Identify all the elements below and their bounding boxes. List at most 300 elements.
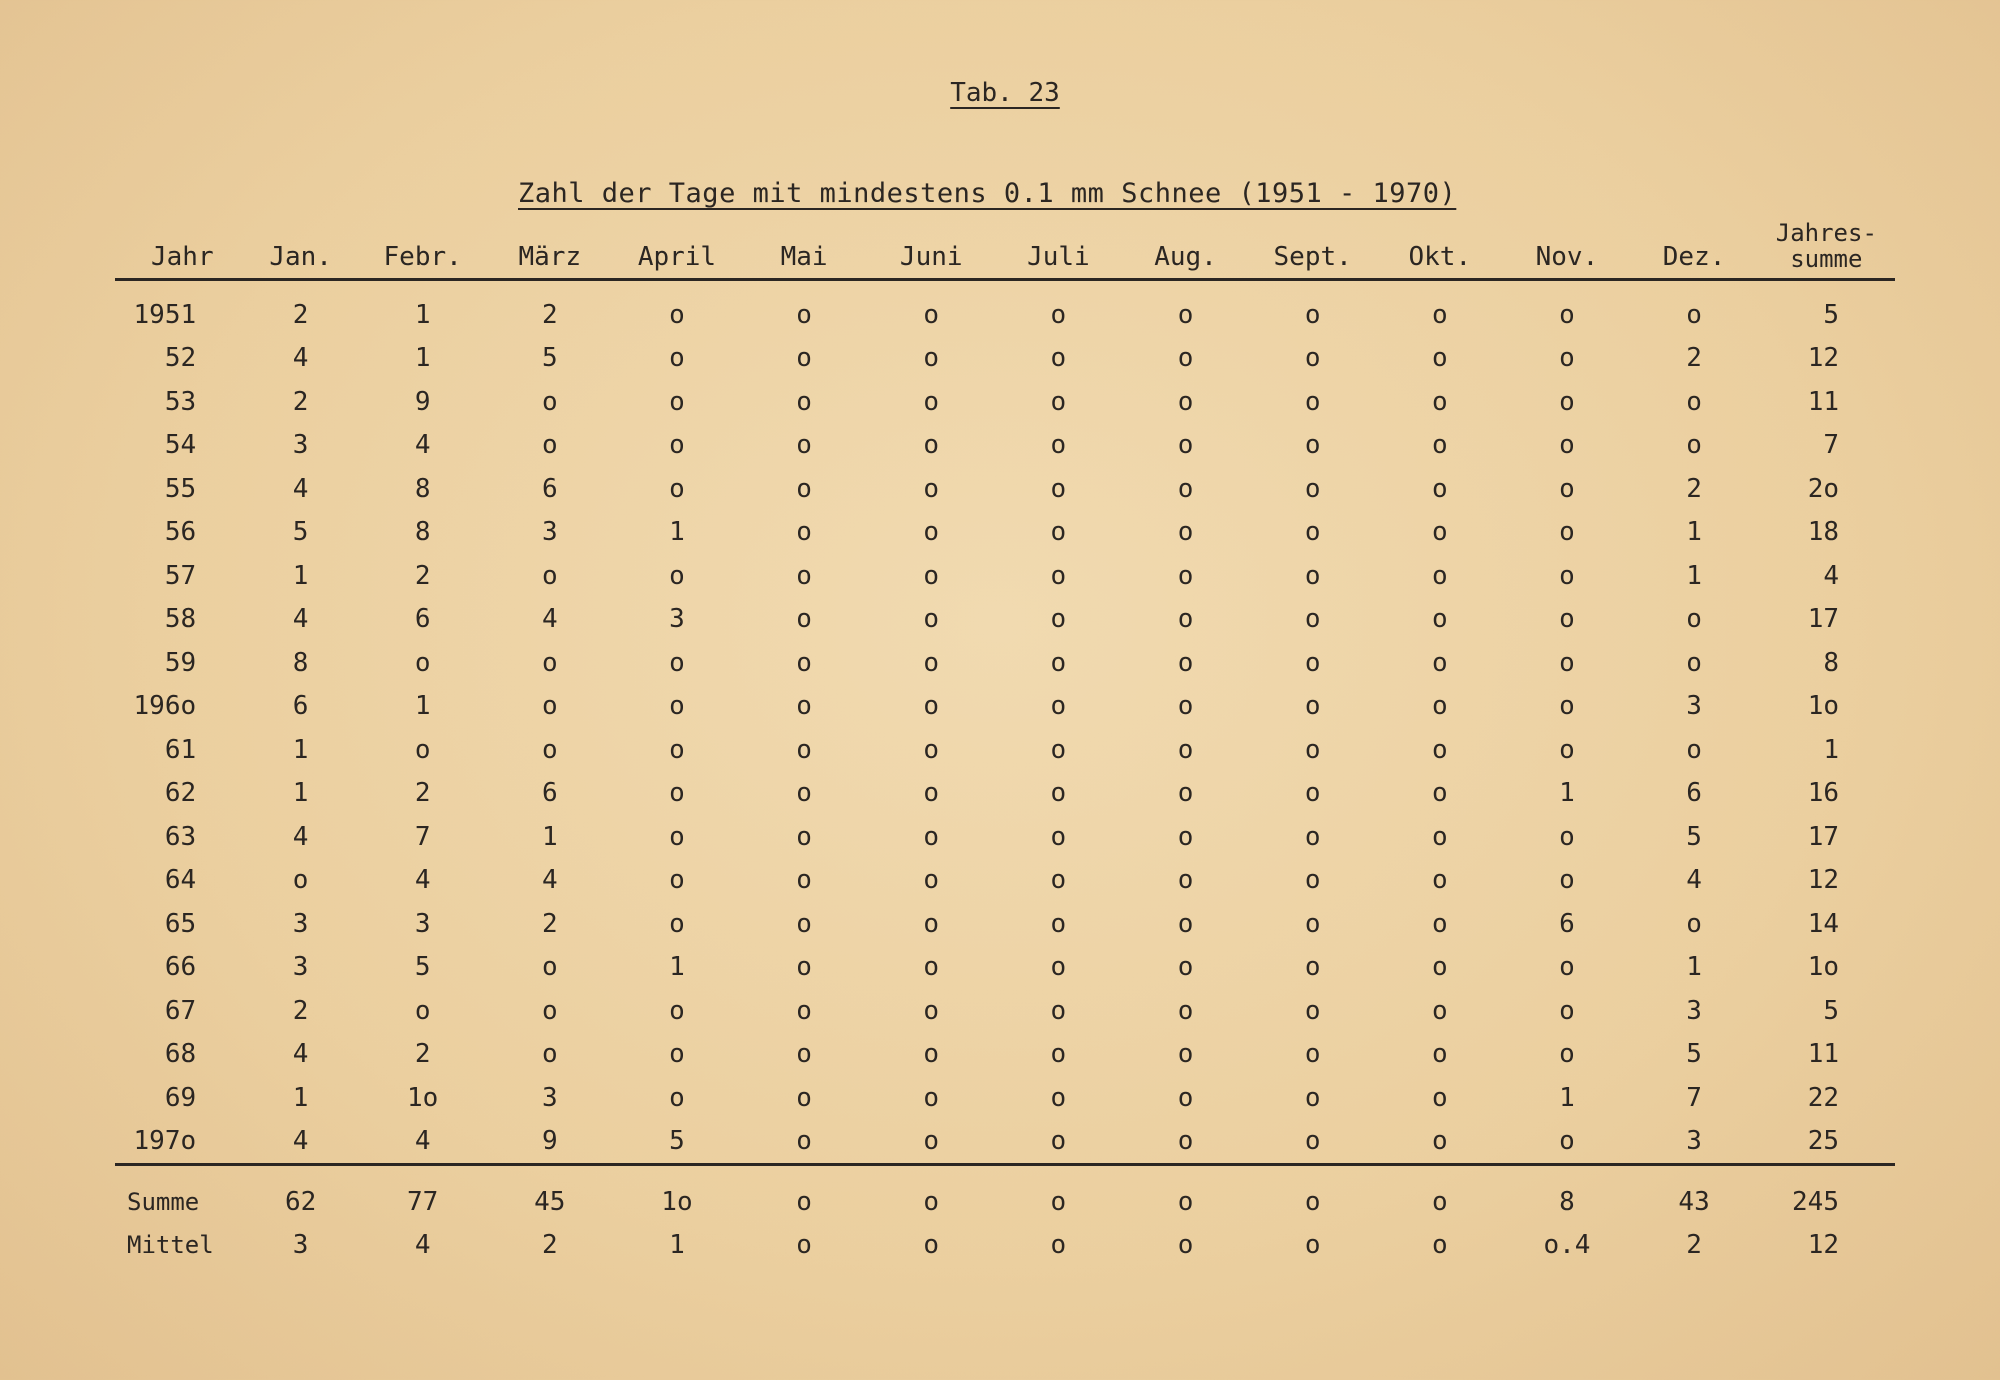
value-cell: 8 xyxy=(414,517,431,548)
value-cell: o xyxy=(414,995,431,1026)
value-cell: o xyxy=(1559,299,1575,330)
value-cell: o xyxy=(1050,821,1067,852)
value-cell: 7 xyxy=(1686,1082,1702,1113)
value-cell: o xyxy=(669,734,685,765)
value-cell: 1 xyxy=(292,560,309,591)
value-cell: o xyxy=(1304,908,1321,939)
value-cell: 12 xyxy=(1807,343,1839,374)
year-cell: 54 xyxy=(164,430,197,461)
table-caption: Zahl der Tage mit mindestens 0.1 mm Schnee (1951 - 1970) xyxy=(518,178,1457,209)
header-cell: Febr. xyxy=(359,208,486,280)
header-row xyxy=(115,208,1895,280)
value-cell: o xyxy=(923,1230,940,1261)
value-cell: o xyxy=(1304,517,1321,548)
value-cell: o xyxy=(1304,952,1321,983)
value-cell: o xyxy=(1559,691,1575,722)
value-cell: o xyxy=(1431,995,1448,1026)
table-row xyxy=(115,598,1895,642)
table-row xyxy=(115,772,1895,816)
value-cell: 2 xyxy=(414,1039,431,1070)
year-cell: 63 xyxy=(164,821,197,852)
value-cell: 1 xyxy=(414,691,431,722)
year-cell: 59 xyxy=(164,647,197,678)
value-cell: o xyxy=(1050,430,1067,461)
value-cell: o xyxy=(1177,343,1194,374)
value-cell: o xyxy=(1431,1039,1448,1070)
year-cell: 65 xyxy=(164,908,197,939)
value-cell: o xyxy=(1177,691,1194,722)
value-cell: 1 xyxy=(414,343,431,374)
value-cell: 7 xyxy=(1823,430,1839,461)
value-cell: o xyxy=(796,865,812,896)
value-cell: o xyxy=(1050,1230,1067,1261)
value-cell: o xyxy=(1686,647,1702,678)
value-cell: 8 xyxy=(292,647,309,678)
value-cell: o xyxy=(1050,560,1067,591)
value-cell: o xyxy=(1177,1082,1194,1113)
value-cell: 4 xyxy=(414,430,431,461)
value-cell: 1 xyxy=(1686,517,1702,548)
value-cell: 2 xyxy=(292,299,309,330)
row-label: Summe xyxy=(115,1165,242,1224)
value-cell: 1o xyxy=(1807,952,1839,983)
value-cell: o xyxy=(1559,560,1575,591)
header-cell: April xyxy=(613,208,740,280)
value-cell: o xyxy=(1431,386,1448,417)
value-cell: o xyxy=(1177,560,1194,591)
value-cell: 9 xyxy=(414,386,431,417)
value-cell: o xyxy=(1304,1039,1321,1070)
value-cell: o xyxy=(1177,473,1194,504)
value-cell: o xyxy=(414,647,431,678)
value-cell: o xyxy=(1050,647,1067,678)
value-cell: 4 xyxy=(292,473,309,504)
value-cell: o xyxy=(669,560,685,591)
table-row xyxy=(115,641,1895,685)
table-row xyxy=(115,554,1895,598)
value-cell: o xyxy=(541,691,558,722)
value-cell: 3 xyxy=(1686,1126,1702,1157)
value-cell: o xyxy=(669,1039,685,1070)
value-cell: o xyxy=(1304,299,1321,330)
value-cell: 8 xyxy=(414,473,431,504)
value-cell: 12 xyxy=(1807,1230,1839,1261)
value-cell: 17 xyxy=(1807,604,1839,635)
value-cell: o xyxy=(541,560,558,591)
value-cell: o xyxy=(796,604,812,635)
table-row xyxy=(115,511,1895,555)
value-cell: o xyxy=(741,1165,868,1224)
value-cell: 2 xyxy=(541,908,558,939)
year-cell: 68 xyxy=(164,1039,197,1070)
table-row xyxy=(115,902,1895,946)
snow-days-table xyxy=(115,208,1895,1267)
value-cell: o xyxy=(1304,343,1321,374)
value-cell: o xyxy=(541,386,558,417)
value-cell: 1 xyxy=(669,952,685,983)
year-cell: 197o xyxy=(133,1126,197,1157)
year-cell: 56 xyxy=(164,517,197,548)
value-cell: o xyxy=(1304,691,1321,722)
value-cell: o xyxy=(796,1230,812,1261)
value-cell: o xyxy=(1559,734,1575,765)
value-cell: o xyxy=(292,865,309,896)
value-cell: o xyxy=(923,778,940,809)
value-cell: o xyxy=(796,386,812,417)
header-cell: Okt. xyxy=(1376,208,1503,280)
value-cell: 18 xyxy=(1807,517,1839,548)
value-cell: o xyxy=(669,821,685,852)
value-cell: o xyxy=(541,430,558,461)
value-cell: o xyxy=(796,734,812,765)
value-cell: 6 xyxy=(541,473,558,504)
value-cell: 3 xyxy=(292,430,309,461)
value-cell: o xyxy=(1177,865,1194,896)
value-cell: o xyxy=(1177,647,1194,678)
value-cell: 11 xyxy=(1807,386,1839,417)
value-cell: o xyxy=(1431,1230,1448,1261)
value-cell: 1 xyxy=(292,778,309,809)
value-cell: o xyxy=(1177,734,1194,765)
value-cell: o xyxy=(1304,865,1321,896)
value-cell: o xyxy=(1376,1165,1503,1224)
value-cell: 8 xyxy=(1503,1165,1630,1224)
value-cell: o xyxy=(1177,1039,1194,1070)
value-cell: o xyxy=(1431,299,1448,330)
value-cell: o xyxy=(923,604,940,635)
header-cell: Juni xyxy=(868,208,995,280)
header-cell: Jahr xyxy=(115,208,242,280)
value-cell: o xyxy=(1431,1082,1448,1113)
value-cell: o xyxy=(923,952,940,983)
table-row xyxy=(115,280,1895,337)
value-cell: 2 xyxy=(414,560,431,591)
value-cell: 1 xyxy=(1823,734,1839,765)
page-title: Tab. 23 xyxy=(950,78,1060,108)
value-cell: o xyxy=(669,430,685,461)
value-cell: 5 xyxy=(414,952,431,983)
value-cell: o xyxy=(796,1039,812,1070)
value-cell: 3 xyxy=(1686,995,1702,1026)
value-cell: o xyxy=(1559,473,1575,504)
value-cell: o xyxy=(1304,734,1321,765)
value-cell: o xyxy=(796,473,812,504)
value-cell: o xyxy=(1304,1082,1321,1113)
table-row xyxy=(115,424,1895,468)
table-row xyxy=(115,859,1895,903)
table-row xyxy=(115,989,1895,1033)
value-cell: o xyxy=(923,1082,940,1113)
value-cell: o xyxy=(796,995,812,1026)
value-cell: o xyxy=(1686,604,1702,635)
table-row xyxy=(115,1120,1895,1165)
value-cell: o xyxy=(923,647,940,678)
value-cell: 1 xyxy=(1686,952,1702,983)
value-cell: o xyxy=(1431,473,1448,504)
value-cell: 1 xyxy=(1686,560,1702,591)
value-cell: o.4 xyxy=(1543,1230,1591,1261)
value-cell: o xyxy=(1559,386,1575,417)
value-cell: 1 xyxy=(292,1082,309,1113)
value-cell: o xyxy=(1431,908,1448,939)
value-cell: o xyxy=(1559,865,1575,896)
value-cell: 2 xyxy=(292,386,309,417)
value-cell: o xyxy=(1304,1230,1321,1261)
header-cell: Jan. xyxy=(242,208,359,280)
value-cell: 4 xyxy=(1686,865,1702,896)
value-cell: o xyxy=(1686,908,1702,939)
value-cell: o xyxy=(414,734,431,765)
year-cell: 66 xyxy=(164,952,197,983)
value-cell: 6 xyxy=(1559,908,1575,939)
value-cell: o xyxy=(923,691,940,722)
value-cell: o xyxy=(1177,1230,1194,1261)
header-cell: Dez. xyxy=(1631,208,1758,280)
value-cell: o xyxy=(1050,1039,1067,1070)
value-cell: o xyxy=(1431,343,1448,374)
value-cell: 6 xyxy=(541,778,558,809)
year-cell: 52 xyxy=(164,343,197,374)
value-cell: o xyxy=(669,299,685,330)
value-cell: o xyxy=(1559,430,1575,461)
value-cell: o xyxy=(1304,995,1321,1026)
value-cell: o xyxy=(923,299,940,330)
header-cell: Mai xyxy=(741,208,868,280)
value-cell: o xyxy=(669,343,685,374)
value-cell: o xyxy=(923,386,940,417)
header-cell: Aug. xyxy=(1122,208,1249,280)
value-cell: o xyxy=(1431,647,1448,678)
value-cell: o xyxy=(796,908,812,939)
value-cell: o xyxy=(796,691,812,722)
year-cell: 64 xyxy=(164,865,197,896)
value-cell: o xyxy=(669,473,685,504)
year-cell: 53 xyxy=(164,386,197,417)
value-cell: 3 xyxy=(669,604,685,635)
summary-row xyxy=(115,1224,1895,1268)
value-cell: o xyxy=(1686,430,1702,461)
value-cell: 4 xyxy=(292,604,309,635)
value-cell: 14 xyxy=(1807,908,1839,939)
year-cell: 57 xyxy=(164,560,197,591)
year-cell: 62 xyxy=(164,778,197,809)
table-row xyxy=(115,467,1895,511)
value-cell: o xyxy=(923,1126,940,1157)
value-cell: o xyxy=(1304,560,1321,591)
value-cell: o xyxy=(1177,386,1194,417)
value-cell: o xyxy=(1559,343,1575,374)
value-cell: o xyxy=(1177,952,1194,983)
value-cell: 1o xyxy=(407,1082,439,1113)
value-cell: o xyxy=(1050,691,1067,722)
value-cell: o xyxy=(541,995,558,1026)
value-cell: o xyxy=(669,647,685,678)
table-row xyxy=(115,1076,1895,1120)
value-cell: 4 xyxy=(414,865,431,896)
value-cell: o xyxy=(1249,1165,1376,1224)
value-cell: 5 xyxy=(1823,299,1839,330)
value-cell: 3 xyxy=(414,908,431,939)
header-sum-line-2: summe xyxy=(1790,245,1863,273)
value-cell: o xyxy=(1050,299,1067,330)
value-cell: 5 xyxy=(669,1126,685,1157)
value-cell: 1 xyxy=(292,734,309,765)
value-cell: 1 xyxy=(414,299,431,330)
header-sum-line-1: Jahres- xyxy=(1775,219,1877,247)
value-cell: 1 xyxy=(1559,1082,1575,1113)
header-cell: Juli xyxy=(995,208,1122,280)
value-cell: 12 xyxy=(1807,865,1839,896)
value-cell: o xyxy=(1431,560,1448,591)
value-cell: 8 xyxy=(1823,647,1839,678)
summary-row xyxy=(115,1165,1895,1224)
value-cell: 4 xyxy=(541,865,558,896)
value-cell: o xyxy=(1559,1126,1575,1157)
value-cell: o xyxy=(796,299,812,330)
value-cell: o xyxy=(796,1082,812,1113)
value-cell: o xyxy=(923,995,940,1026)
value-cell: o xyxy=(1050,734,1067,765)
value-cell: o xyxy=(1559,604,1575,635)
value-cell: 1 xyxy=(1559,778,1575,809)
value-cell: 5 xyxy=(541,343,558,374)
year-cell: 69 xyxy=(164,1082,197,1113)
value-cell: 1 xyxy=(669,517,685,548)
value-cell: 4 xyxy=(292,821,309,852)
value-cell: o xyxy=(923,1039,940,1070)
value-cell: o xyxy=(923,560,940,591)
value-cell: o xyxy=(1431,1126,1448,1157)
value-cell: o xyxy=(541,647,558,678)
year-cell: 55 xyxy=(164,473,197,504)
value-cell: 4 xyxy=(292,343,309,374)
value-cell: o xyxy=(1177,778,1194,809)
value-cell: 5 xyxy=(1686,1039,1702,1070)
value-cell: o xyxy=(1686,386,1702,417)
value-cell: o xyxy=(1431,865,1448,896)
value-cell: 6 xyxy=(292,691,309,722)
value-cell: o xyxy=(1304,386,1321,417)
value-cell: o xyxy=(1431,517,1448,548)
value-cell: 2 xyxy=(292,995,309,1026)
value-cell: 5 xyxy=(1686,821,1702,852)
value-cell: 1 xyxy=(669,1230,685,1261)
value-cell: o xyxy=(1177,517,1194,548)
value-cell: o xyxy=(995,1165,1122,1224)
value-cell: 2 xyxy=(414,778,431,809)
value-cell: o xyxy=(923,430,940,461)
value-cell: o xyxy=(796,1126,812,1157)
value-cell: o xyxy=(923,734,940,765)
value-cell: o xyxy=(1050,473,1067,504)
value-cell: 2 xyxy=(1686,343,1702,374)
year-cell: 67 xyxy=(164,995,197,1026)
value-cell: o xyxy=(796,430,812,461)
year-cell: 1951 xyxy=(133,299,197,330)
value-cell: o xyxy=(796,647,812,678)
value-cell: o xyxy=(669,1082,685,1113)
value-cell: o xyxy=(541,952,558,983)
value-cell: o xyxy=(1304,604,1321,635)
value-cell: o xyxy=(669,691,685,722)
value-cell: 9 xyxy=(541,1126,558,1157)
value-cell: o xyxy=(1304,1126,1321,1157)
value-cell: 3 xyxy=(292,908,309,939)
value-cell: o xyxy=(1177,604,1194,635)
value-cell: 1o xyxy=(1807,691,1839,722)
table-row xyxy=(115,380,1895,424)
value-cell: o xyxy=(923,517,940,548)
value-cell: o xyxy=(1050,865,1067,896)
value-cell: o xyxy=(541,1039,558,1070)
value-cell: o xyxy=(1304,430,1321,461)
value-cell: o xyxy=(541,734,558,765)
value-cell: o xyxy=(1177,821,1194,852)
value-cell: o xyxy=(796,560,812,591)
value-cell: o xyxy=(1304,473,1321,504)
table-row xyxy=(115,685,1895,729)
value-cell: o xyxy=(923,343,940,374)
value-cell: 7 xyxy=(414,821,431,852)
row-label: Mittel xyxy=(127,1231,214,1260)
value-cell: o xyxy=(1686,734,1702,765)
value-cell: o xyxy=(669,908,685,939)
value-cell: 16 xyxy=(1807,778,1839,809)
value-cell: o xyxy=(1559,952,1575,983)
value-cell: o xyxy=(796,821,812,852)
value-cell: 2o xyxy=(1807,473,1839,504)
table-row xyxy=(115,815,1895,859)
header-cell-annual-sum xyxy=(1758,208,1895,280)
table-body xyxy=(115,280,1895,1165)
value-cell: o xyxy=(1431,604,1448,635)
table-row xyxy=(115,946,1895,990)
value-cell: o xyxy=(923,473,940,504)
value-cell: o xyxy=(1177,430,1194,461)
header-cell: März xyxy=(486,208,613,280)
value-cell: o xyxy=(1050,343,1067,374)
value-cell: o xyxy=(1304,821,1321,852)
value-cell: o xyxy=(1431,952,1448,983)
value-cell: 22 xyxy=(1807,1082,1839,1113)
value-cell: o xyxy=(923,821,940,852)
value-cell: 5 xyxy=(292,517,309,548)
value-cell: 245 xyxy=(1758,1165,1895,1224)
value-cell: 4 xyxy=(414,1126,431,1157)
value-cell: o xyxy=(1122,1165,1249,1224)
value-cell: o xyxy=(1304,778,1321,809)
value-cell: 4 xyxy=(541,604,558,635)
value-cell: 6 xyxy=(414,604,431,635)
value-cell: 3 xyxy=(292,1230,309,1261)
value-cell: 3 xyxy=(292,952,309,983)
value-cell: o xyxy=(796,517,812,548)
value-cell: o xyxy=(669,386,685,417)
value-cell: 4 xyxy=(414,1230,431,1261)
value-cell: o xyxy=(1559,821,1575,852)
value-cell: o xyxy=(1050,386,1067,417)
value-cell: o xyxy=(1050,908,1067,939)
table-row xyxy=(115,337,1895,381)
value-cell: 4 xyxy=(292,1126,309,1157)
value-cell: 2 xyxy=(541,1230,558,1261)
value-cell: o xyxy=(1177,995,1194,1026)
value-cell: 2 xyxy=(541,299,558,330)
value-cell: 4 xyxy=(1823,560,1839,591)
value-cell: o xyxy=(1050,604,1067,635)
table-row xyxy=(115,728,1895,772)
value-cell: 77 xyxy=(359,1165,486,1224)
